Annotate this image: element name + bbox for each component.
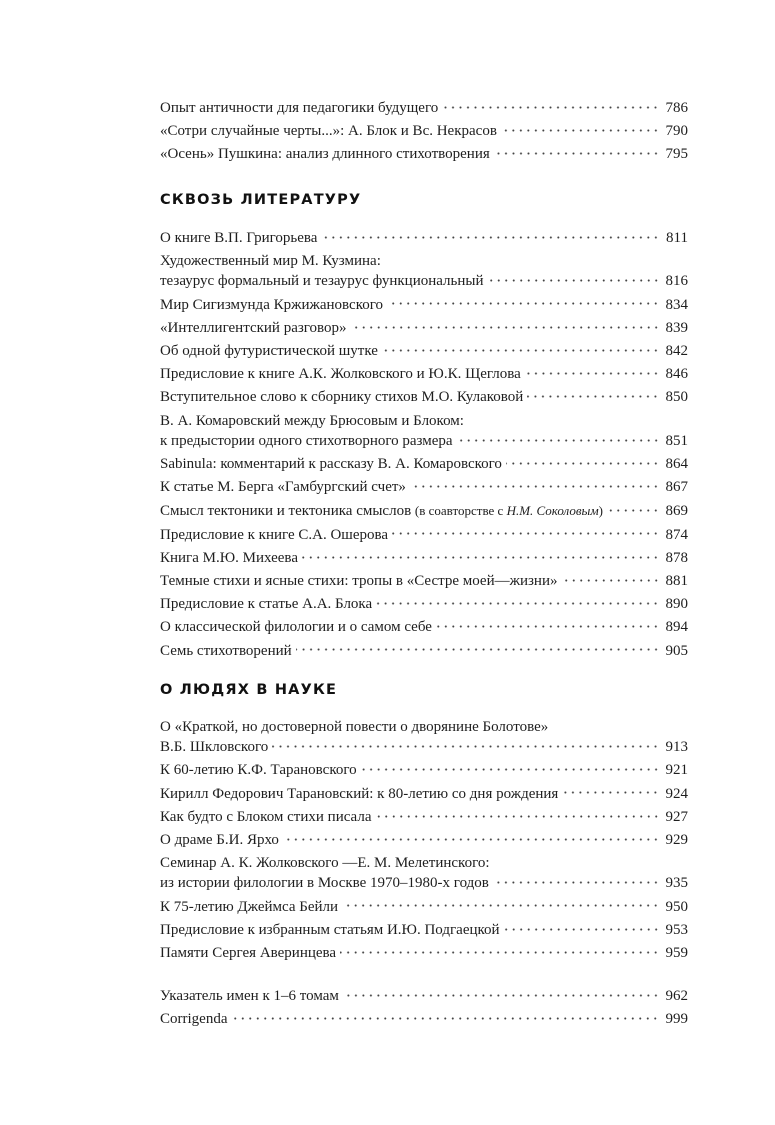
toc-entry	[160, 120, 688, 143]
toc-entry	[160, 593, 688, 616]
dot-leader	[504, 922, 660, 937]
page-number: 816	[665, 273, 688, 290]
page-number: 851	[665, 432, 688, 449]
dot-leader	[343, 988, 660, 1003]
dot-leader	[283, 832, 660, 847]
page-number: 894	[665, 619, 688, 636]
entry-title: К 75-летию Джеймса Бейли	[160, 898, 339, 915]
toc-entry	[160, 340, 688, 363]
entry-title: «Сотри случайные черты...»: А. Блок и Вс. Некрасов	[160, 123, 497, 140]
dot-leader	[436, 619, 660, 634]
page-number: 790	[665, 123, 688, 140]
page-number: 878	[665, 549, 688, 566]
dot-leader	[494, 146, 660, 161]
entry-title: О классической филологии и о самом себе	[160, 619, 432, 636]
toc-entry	[160, 942, 688, 965]
entry-title: Как будто с Блоком стихи писала	[160, 808, 372, 825]
entry-title: О книге В.П. Григорьева	[160, 230, 318, 246]
toc-entry	[160, 716, 688, 759]
entry-title: Об одной футуристической шутке	[160, 343, 378, 360]
toc-entry	[160, 1008, 688, 1031]
entry-title: Темные стихи и ясные стихи: тропы в «Сестре моей—жизни»	[160, 573, 558, 590]
dot-leader	[231, 1011, 659, 1026]
page-number: 935	[665, 875, 688, 892]
page-number: 834	[665, 296, 688, 313]
entry-title: Книга М.Ю. Михеева	[160, 549, 298, 566]
entry-title: В.Б. Шкловского	[160, 739, 269, 756]
toc-top-block	[160, 97, 688, 167]
dot-leader	[296, 642, 660, 657]
page-number: 962	[665, 988, 688, 1004]
dot-leader	[376, 596, 659, 611]
toc-entry	[160, 410, 688, 453]
page-number: 881	[665, 573, 688, 590]
dot-leader	[302, 550, 660, 565]
coauthor-note-prefix: (в соавторстве с	[414, 503, 507, 519]
toc-entry	[160, 453, 688, 476]
toc-entry	[160, 829, 688, 852]
coauthor-note-suffix: )	[598, 503, 603, 519]
dot-leader	[387, 296, 659, 311]
dot-leader	[527, 389, 659, 404]
entry-title: Предисловие к книге А.К. Жолковского и Ю.К. Щеглова	[160, 366, 521, 383]
coauthor-note	[415, 503, 603, 518]
dot-leader	[376, 809, 660, 824]
dot-leader	[501, 123, 660, 138]
toc-entry	[160, 759, 688, 782]
entry-title: Вступительное слово к сборнику стихов М.О. Кулаковой	[160, 389, 524, 406]
entry-title-line1: О «Краткой, но достоверной повести о дворянине Болотове»	[160, 719, 549, 735]
toc-entry	[160, 640, 688, 663]
page-number: 864	[665, 456, 688, 473]
toc-section-block	[160, 716, 688, 965]
page-number: 846	[665, 366, 688, 383]
entry-title: О драме Б.И. Ярхо	[160, 832, 279, 849]
entry-title: Мир Сигизмунда Кржижановского	[160, 296, 384, 313]
page-number: 921	[665, 762, 688, 779]
dot-leader	[351, 320, 660, 335]
entry-title-main: Смысл тектоники и тектоника смыслов	[160, 503, 412, 520]
dot-leader	[382, 343, 660, 358]
dot-leader	[342, 898, 659, 913]
section-heading: О ЛЮДЯХ В НАУКЕ	[160, 682, 338, 698]
toc-entry	[160, 386, 688, 409]
dot-leader	[525, 366, 660, 381]
dot-leader	[607, 503, 660, 518]
dot-leader	[562, 573, 660, 588]
toc-entry	[160, 143, 688, 166]
entry-title: из истории филологии в Москве 1970–1980-х годов	[160, 875, 489, 892]
toc-entry	[160, 547, 688, 570]
page-number: 850	[665, 389, 688, 406]
entry-title: К 60-летию К.Ф. Тарановского	[160, 762, 357, 779]
entry-title-line1: Художественный мир М. Кузмина:	[160, 253, 381, 270]
toc-entry	[160, 919, 688, 942]
entry-title: Кирилл Федорович Тарановский: к 80-летию со дня рождения	[160, 785, 559, 802]
entry-title: «Интеллигентский разговор»	[160, 319, 347, 336]
entry-title: Памяти Сергея Аверинцева	[160, 945, 337, 962]
toc-entry	[160, 852, 688, 895]
toc-entry	[160, 896, 688, 919]
section-heading: СКВОЗЬ ЛИТЕРАТУРУ	[160, 192, 362, 208]
entry-title: «Осень» Пушкина: анализ длинного стихотворения	[160, 146, 490, 163]
entry-title: К статье М. Берга «Гамбургский счет»	[160, 479, 406, 496]
entry-title: Указатель имен к 1–6 томам	[160, 988, 339, 1004]
page-number: 795	[665, 146, 688, 163]
page-number: 929	[665, 832, 688, 849]
entry-title-line1: В. А. Комаровский между Брюсовым и Блоком:	[160, 412, 464, 429]
page-number: 869	[665, 503, 688, 520]
entry-title: Corrigenda	[160, 1011, 228, 1028]
dot-leader	[392, 526, 659, 541]
page-number: 959	[665, 945, 688, 962]
toc-entry	[160, 524, 688, 547]
toc-entry	[160, 363, 688, 386]
entry-title: Семь стихотворений	[160, 642, 292, 659]
entry-title-line1: Семинар А. К. Жолковского —Е. М. Мелетинского:	[160, 855, 490, 872]
toc-entry	[160, 985, 688, 1008]
toc-end-block	[160, 985, 688, 1031]
toc-entry	[160, 317, 688, 340]
page-number: 890	[665, 596, 688, 613]
entry-title: Sabinula: комментарий к рассказу В. А. Комаровского	[160, 456, 502, 473]
dot-leader	[410, 479, 660, 494]
toc-entry	[160, 227, 688, 250]
toc-entry	[160, 570, 688, 593]
page-number: 950	[665, 898, 688, 915]
page-number: 867	[665, 479, 688, 496]
toc-entry	[160, 476, 688, 499]
page-number: 953	[665, 921, 688, 938]
entry-title: Опыт античности для педагогики будущего	[160, 100, 439, 116]
dot-leader	[321, 230, 660, 245]
toc-entry	[160, 616, 688, 639]
entry-title: Предисловие к избранным статьям И.Ю. Подгаецкой	[160, 921, 500, 938]
page-number: 913	[665, 739, 688, 756]
page-number: 839	[665, 319, 688, 336]
toc-entry	[160, 294, 688, 317]
dot-leader	[442, 100, 659, 115]
dot-leader	[272, 739, 659, 754]
toc-section-block	[160, 227, 688, 663]
entry-title: Предисловие к книге С.А. Ошерова	[160, 526, 389, 543]
dot-leader	[457, 433, 660, 448]
dot-leader	[493, 875, 660, 890]
toc-entry	[160, 783, 688, 806]
dot-leader	[562, 785, 659, 800]
page-number: 842	[665, 343, 688, 360]
toc-entry	[160, 499, 688, 523]
page-number: 924	[665, 785, 688, 802]
page-number: 874	[665, 526, 688, 543]
page-number: 999	[665, 1011, 688, 1028]
toc-entry	[160, 97, 688, 120]
dot-leader	[506, 456, 660, 471]
entry-title: к предыстории одного стихотворного размера	[160, 432, 453, 449]
entry-title	[160, 499, 603, 523]
page-number: 786	[665, 100, 688, 116]
entry-title: Предисловие к статье А.А. Блока	[160, 596, 373, 613]
dot-leader	[340, 945, 659, 960]
dot-leader	[488, 273, 660, 288]
dot-leader	[361, 762, 660, 777]
entry-title: тезаурус формальный и тезаурус функциональный	[160, 273, 484, 290]
page-number: 811	[666, 230, 688, 246]
coauthor-name: Н.М. Соколовым	[506, 503, 599, 519]
page-number: 905	[665, 642, 688, 659]
toc-entry	[160, 250, 688, 293]
page-number: 927	[665, 808, 688, 825]
toc-entry	[160, 806, 688, 829]
